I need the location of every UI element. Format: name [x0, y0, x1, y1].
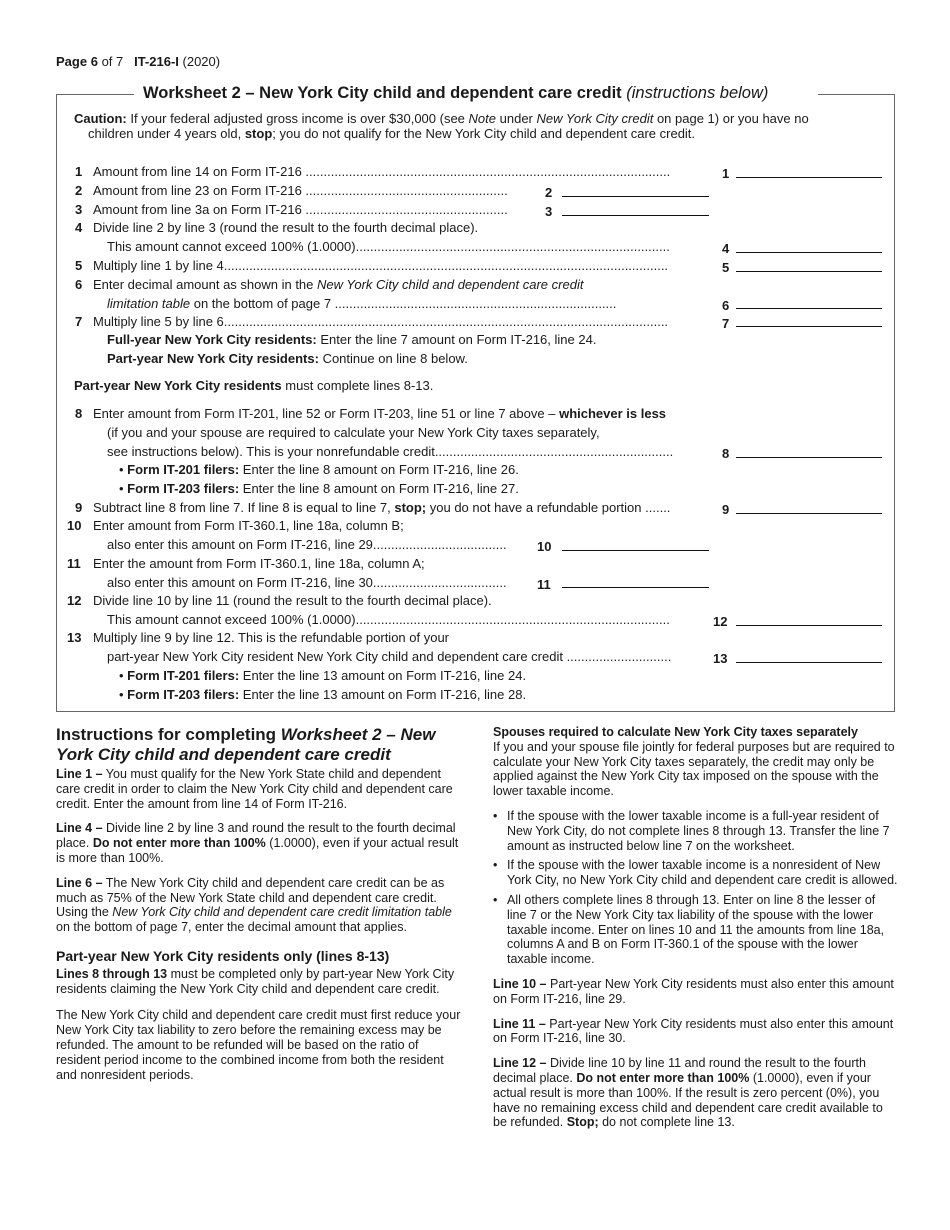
line-text: Enter decimal amount as shown in the	[93, 277, 314, 292]
list-item: • All others complete lines 8 through 13. Enter on line 8 the lesser of line 7 or the New York City tax liability of the spouse with the lower taxable income. Enter on lines 10 and 11 the amounts from line 18a, columns A and B on Form IT-360.1 of the spouse with the lower taxable income.	[493, 893, 898, 967]
line-number: 13	[67, 630, 82, 645]
page-count: of 7	[101, 54, 124, 69]
line-text: on the bottom of page 7 ..............................................................................	[193, 296, 617, 311]
box-number-5: 5	[722, 260, 730, 275]
para-bold: Do not enter more than 100%	[576, 1070, 750, 1085]
caution-stop: stop	[244, 126, 273, 141]
instructions-right-column	[493, 725, 898, 1140]
line-text: also enter this amount on Form IT-216, line 30.....................................	[107, 575, 507, 590]
bullet-bold: Form IT-203 filers:	[127, 481, 240, 496]
para-bold: Stop;	[566, 1115, 599, 1130]
part-year-heading: Part-year New York City residents only (lines 8-13)	[56, 947, 390, 964]
bullet-text: Enter the line 13 amount on Form IT-216, line 24.	[242, 668, 527, 683]
line-1-instructions	[56, 767, 461, 811]
line-number: 5	[75, 258, 83, 273]
line-text: Divide line 2 by line 3 (round the result to the fourth decimal place).	[93, 220, 479, 235]
entry-line-5[interactable]	[736, 271, 882, 272]
box-number-6: 6	[722, 298, 730, 313]
caution-part: If your federal adjusted gross income is over $30,000 (see	[130, 111, 465, 126]
entry-line-11[interactable]	[562, 587, 709, 588]
spouses-heading: Spouses required to calculate New York City taxes separately	[493, 725, 858, 739]
line-11-instructions	[493, 1017, 898, 1047]
para-text: Divide line 10 by line 11 and round the result to the fourth decimal place.	[493, 1056, 866, 1085]
para-text: (1.0000), even if your actual result is more than 100%.	[56, 836, 459, 865]
line-text: (if you and your spouse are required to calculate your New York City taxes separately,	[107, 425, 600, 440]
instructions-left-column	[56, 767, 461, 1092]
caution-label: Caution:	[74, 111, 127, 126]
box-number-7: 7	[722, 316, 730, 331]
note-text: Continue on line 8 below.	[322, 351, 468, 366]
line-text-italic: limitation table	[107, 296, 191, 311]
line-number: 7	[75, 314, 83, 329]
caution-part: under	[499, 111, 533, 126]
para-text: Divide line 2 by line 3 and round the result to the fourth decimal place.	[56, 821, 456, 851]
entry-line-9[interactable]	[736, 513, 882, 514]
spouses-bullet-list	[493, 809, 898, 967]
box-number-13: 13	[713, 651, 728, 666]
line-text: Amount from line 3a on Form IT-216 ........................................................	[93, 202, 508, 217]
part-year-section-label	[74, 378, 433, 393]
line-text-bold: whichever is less	[559, 406, 667, 421]
caution-text	[74, 111, 884, 141]
bullet-text: Enter the line 8 amount on Form IT-216, line 26.	[242, 462, 519, 477]
entry-line-4[interactable]	[736, 252, 882, 253]
line-number: 8	[75, 406, 83, 421]
para-text: The New York City child and dependent care credit can be as much as 75% of the New York State child and dependent care credit. Using the	[56, 875, 445, 920]
box-number-8: 8	[722, 446, 730, 461]
line-number: 6	[75, 277, 83, 292]
form-year: (2020)	[182, 54, 221, 69]
line-text: Multiply line 9 by line 12. This is the refundable portion of your	[93, 630, 450, 645]
line-number: 9	[75, 500, 83, 515]
worksheet-title	[143, 84, 768, 103]
line-text: Amount from line 14 on Form IT-216 .....................................................................................................	[93, 164, 671, 179]
para-label: Line 11 –	[493, 1016, 546, 1031]
line-text-bold: stop;	[394, 500, 427, 515]
entry-line-2[interactable]	[562, 196, 709, 197]
para-label: Line 10 –	[493, 976, 547, 991]
line-text: you do not have a refundable portion .......	[429, 500, 671, 515]
bullet-bold: Form IT-201 filers:	[127, 462, 240, 477]
para-text: on the bottom of page 7, enter the decimal amount that applies.	[56, 920, 407, 935]
caution-part: children under 4 years old,	[88, 126, 242, 141]
para-text: do not complete line 13.	[602, 1115, 735, 1130]
line-text: Enter amount from Form IT-360.1, line 18a, column B;	[93, 518, 404, 533]
instructions-title	[56, 725, 476, 765]
box-number-11: 11	[537, 577, 551, 592]
worksheet-title-text: Worksheet 2 – New York City child and dependent care credit	[143, 84, 622, 102]
box-number-2: 2	[545, 185, 553, 200]
worksheet-title-note: (instructions below)	[626, 84, 769, 102]
box-number-1: 1	[722, 166, 730, 181]
caution-part: ; you do not qualify for the New York City child and dependent care credit.	[272, 126, 696, 141]
line-12-instructions	[493, 1056, 898, 1130]
line-number: 11	[67, 556, 81, 571]
line-number: 1	[75, 164, 83, 179]
bullet-bold: Form IT-203 filers:	[127, 687, 240, 702]
para-label: Line 6 –	[56, 875, 103, 890]
line-text-italic: New York City child and dependent care credit	[317, 277, 584, 292]
note-bold: Full-year New York City residents:	[107, 332, 317, 347]
para-text: must be completed only by part-year New York City residents claiming the New York City child and dependent care credit.	[56, 966, 455, 996]
page-header	[56, 54, 220, 69]
list-item: • If the spouse with the lower taxable income is a nonresident of New York City, no New York City child and dependent care credit is allowed.	[493, 858, 898, 888]
box-number-4: 4	[722, 241, 730, 256]
line-number: 2	[75, 183, 83, 198]
line-text: see instructions below). This is your nonrefundable credit..................................................................	[107, 444, 674, 459]
instructions-title-text: Instructions for completing	[56, 725, 277, 744]
section-bold: Part-year New York City residents	[74, 378, 282, 393]
line-number: 3	[75, 202, 83, 217]
line-number: 4	[75, 220, 83, 235]
para-italic: New York City child and dependent care credit limitation table	[112, 905, 452, 920]
line-text: This amount cannot exceed 100% (1.0000).......................................................................................	[107, 612, 670, 627]
spouses-paragraph: If you and your spouse file jointly for federal purposes but are required to calculate your New York City taxes separately, the credit may only be applied against the New York City tax imposed on the spouse with the lower taxable income.	[493, 739, 895, 799]
entry-line-3[interactable]	[562, 215, 709, 216]
line-text: Amount from line 23 on Form IT-216 ........................................................	[93, 183, 508, 198]
caution-part: on page 1) or you have no	[656, 111, 809, 126]
line-text: Multiply line 1 by line 4...........................................................................................................................	[93, 258, 669, 273]
entry-line-12[interactable]	[736, 625, 882, 626]
entry-line-1[interactable]	[736, 177, 882, 178]
para-label: Line 4 –	[56, 821, 103, 836]
entry-line-10[interactable]	[562, 550, 709, 551]
caution-nyc-credit: New York City credit	[536, 111, 654, 126]
line-number: 10	[67, 518, 82, 533]
para-label: Lines 8 through 13	[56, 966, 168, 981]
line-text: Subtract line 8 from line 7. If line 8 is equal to line 7,	[93, 500, 391, 515]
para-label: Line 1 –	[56, 767, 103, 781]
line-6-instructions	[56, 876, 461, 935]
section-text: must complete lines 8-13.	[285, 378, 434, 393]
caution-note: Note	[468, 111, 497, 126]
para-label: Line 12 –	[493, 1056, 547, 1071]
page-number: 6	[90, 54, 98, 69]
bullet-text: Enter the line 8 amount on Form IT-216, line 27.	[242, 481, 519, 496]
list-item: • If the spouse with the lower taxable income is a full-year resident of New York City, do not complete lines 8 through 13. Transfer the line 7 amount as instructed below line 7 on the worksheet.	[493, 809, 898, 853]
para-text: (1.0000), even if your actual result is more than 100%. If the result is zero percent (0%), you have no remaining excess child and dependent care credit available to be refunded.	[493, 1070, 883, 1130]
bullet-bold: Form IT-201 filers:	[127, 668, 240, 683]
para-text: Part-year New York City residents must also enter this amount on Form IT-216, line 29.	[493, 976, 894, 1006]
entry-line-13[interactable]	[736, 662, 882, 663]
instructions-title-italic: Worksheet 2 – New York City child and dependent care credit	[56, 725, 436, 764]
box-number-12: 12	[713, 614, 728, 629]
para-bold: Do not enter more than 100%	[92, 836, 266, 851]
page-label: Page	[56, 54, 88, 69]
entry-line-8[interactable]	[736, 457, 882, 458]
line-text: Multiply line 5 by line 6...........................................................................................................................	[93, 314, 669, 329]
line-text: Divide line 10 by line 11 (round the result to the fourth decimal place).	[93, 593, 492, 608]
lines-8-13-instructions	[56, 967, 461, 997]
form-number: IT-216-I	[134, 54, 179, 69]
note-text: Enter the line 7 amount on Form IT-216, line 24.	[320, 332, 597, 347]
line-number: 12	[67, 593, 82, 608]
box-number-3: 3	[545, 204, 553, 219]
refund-paragraph: The New York City child and dependent care credit must first reduce your New York City tax liability to zero before the remaining excess may be refunded. The amount to be refunded will be based on the ratio of resident period income to the combined income from both the resident and nonresident periods.	[56, 1008, 461, 1082]
line-text: also enter this amount on Form IT-216, line 29.....................................	[107, 537, 507, 552]
note-bold: Part-year New York City residents:	[107, 351, 319, 366]
line-text: part-year New York City resident New York City child and dependent care credit .............................	[107, 649, 672, 664]
entry-line-6[interactable]	[736, 308, 882, 309]
line-4-instructions	[56, 821, 461, 865]
para-text: You must qualify for the New York State child and dependent care credit in order to claim the New York City child and dependent care credit. Enter the amount from line 14 of Form IT-216.	[56, 767, 453, 811]
box-number-10: 10	[537, 539, 552, 554]
line-10-instructions	[493, 977, 898, 1007]
bullet-text: Enter the line 13 amount on Form IT-216, line 28.	[242, 687, 527, 702]
entry-line-7[interactable]	[736, 326, 882, 327]
line-text: Enter amount from Form IT-201, line 52 or Form IT-203, line 51 or line 7 above –	[93, 406, 556, 421]
line-text: This amount cannot exceed 100% (1.0000).......................................................................................	[107, 239, 670, 254]
para-text: Part-year New York City residents must also enter this amount on Form IT-216, line 30.	[493, 1016, 894, 1046]
box-number-9: 9	[722, 502, 730, 517]
line-text: Enter the amount from Form IT-360.1, line 18a, column A;	[93, 556, 425, 571]
